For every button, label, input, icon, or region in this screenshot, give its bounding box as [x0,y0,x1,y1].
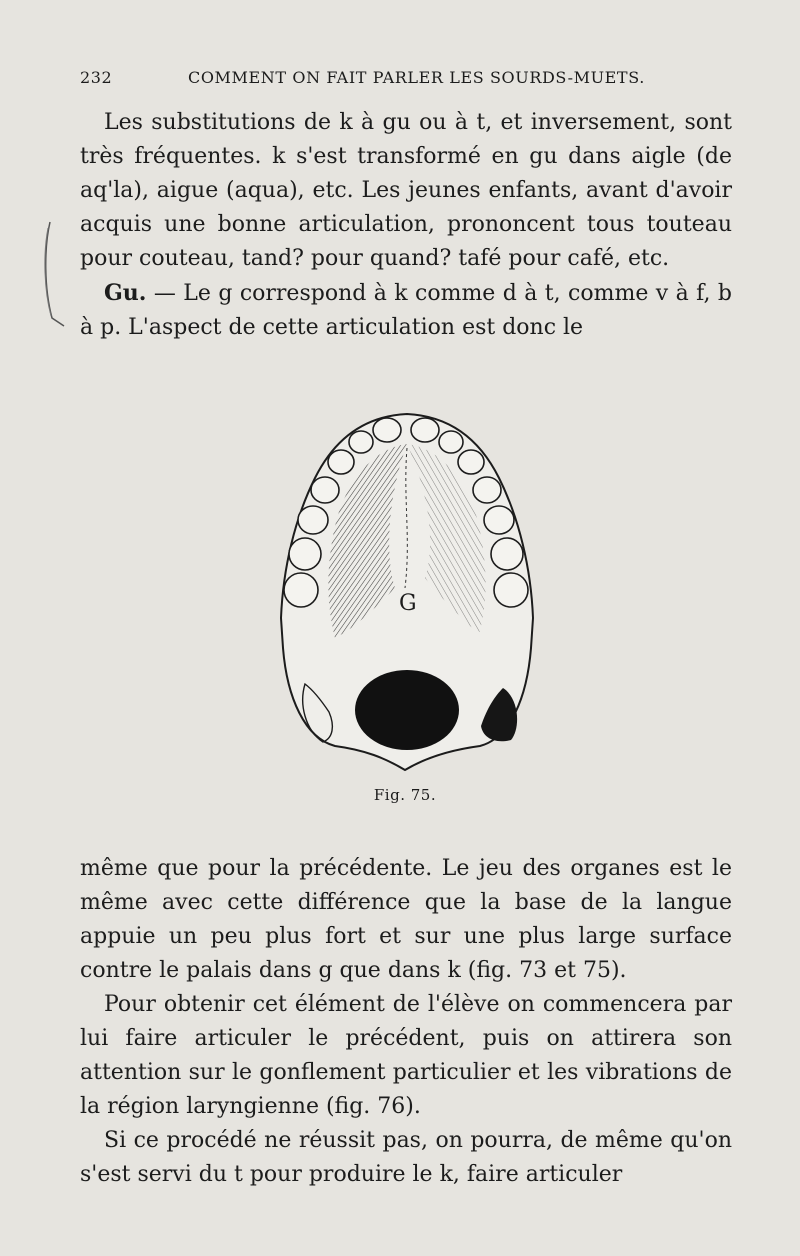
text-block-top [80,106,732,345]
palate-engraving-icon [275,408,540,778]
figure-caption: Fig. 75. [373,786,437,804]
paragraph: Si ce procédé ne réussit pas, on pourra, de même qu'on s'est servi du t pour produire le k, faire articuler [80,1128,732,1187]
pencil-margin-mark-icon [40,218,66,328]
paragraph-gu-text: — Le g correspond à k comme d à t, comme v à f, b à p. L'aspect de cette articulation est donc le [80,281,732,340]
paragraph: même que pour la précédente. Le jeu des organes est le même avec cette différence que la base de la langue appuie un peu plus fort et sur une plus large surface contre le palais dans g que dans k (fig. 73 et 75). [80,856,732,983]
paragraph: Les substitutions de k à gu ou à t, et inversement, sont très fréquentes. k s'est transformé en gu dans aigle (de aq'la), aigue (aqua), etc. Les jeunes enfants, avant d'avoir acquis une bonne articulation, prononcent tous touteau pour couteau, tand? pour quand? tafé pour café, etc. [80,110,732,271]
paragraph: Pour obtenir cet élément de l'élève on commencera par lui faire articuler le précédent, puis on attirera son attention sur le gonflement particulier et les vibrations de la région laryngienne (fig. 76). [80,992,732,1119]
figure-label-g: G [399,591,417,616]
figure-palate [275,408,540,778]
section-lead-gu: Gu. [104,280,147,306]
running-title: COMMENT ON FAIT PARLER LES SOURDS-MUETS. [188,68,645,87]
paragraph-gu [80,276,732,345]
text-block-bottom [80,852,732,1192]
page-number: 232 [80,68,113,87]
